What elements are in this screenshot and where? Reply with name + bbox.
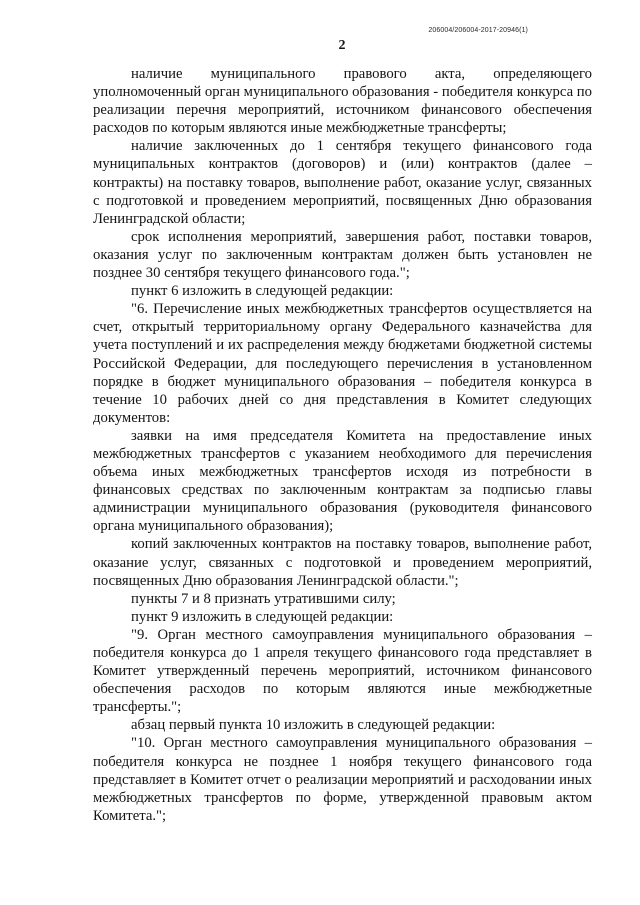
- paragraph-item9-intro: пункт 9 изложить в следующей редакции:: [131, 608, 394, 625]
- paragraph-item6-intro: пункт 6 изложить в следующей редакции:: [131, 283, 394, 300]
- paragraph-item10-text: "10. Орган местного самоуправления муниципального образования – победителя конкурса не позднее 1 ноября текущего финансового года представляет в Комитет отчет о реализации мероприятий и расходовании иных межбюджетных трансфертов по форме, утвержденной правовым актом Комитета.";: [93, 735, 592, 824]
- paragraph-act-requirement: наличие муниципального правового акта, определяющего уполномоченный орган муниципального образования - победителя конкурса по реализации перечня мероприятий, источником финансового обеспечения расходов по которым являются иные межбюджетные трансферты;: [93, 66, 592, 137]
- document-id: 206004/206004-2017-20946(1): [428, 27, 528, 34]
- paragraph-item9-text: "9. Орган местного самоуправления муниципального образования – победителя конкурса до 1 апреля текущего финансового года представляет в Комитет утвержденный перечень мероприятий, источником финансового обеспечения расходов по которым являются иные межбюджетные трансферты.";: [93, 626, 592, 716]
- document-body: [93, 65, 592, 825]
- paragraph-contract-copies: копий заключенных контрактов на поставку товаров, выполнение работ, оказание услуг, связанных с подготовкой и проведением мероприятий, посвященных Дню образования Ленинградской области.";: [93, 536, 592, 589]
- paragraph-item10-intro: абзац первый пункта 10 изложить в следующей редакции:: [131, 717, 496, 734]
- paragraph-items7-8: пункты 7 и 8 признать утратившими силу;: [131, 590, 396, 607]
- page-number: 2: [338, 38, 346, 53]
- paragraph-application: заявки на имя председателя Комитета на предоставление иных межбюджетных трансфертов с указанием необходимого для перечисления объема иных межбюджетных трансфертов исходя из потребности в финансовых средствах по заключенным контрактам за подписью главы администрации муниципального образования (руководителя финансового органа муниципального образования);: [93, 427, 592, 535]
- paragraph-deadline: срок исполнения мероприятий, завершения работ, поставки товаров, оказания услуг по заключенным контрактам должен быть установлен не позднее 30 сентября текущего финансового года.";: [93, 228, 592, 282]
- paragraph-item6-text: "6. Перечисление иных межбюджетных трансфертов осуществляется на счет, открытый территориальному органу Федерального казначейства для учета поступлений и их распределения между бюджетами бюджетной системы Российской Федерации, для последующего перечисления в установленном порядке в бюджет муниципального образования – победителя конкурса в течение 10 рабочих дней со дня представления в Комитет следующих документов:: [93, 301, 592, 426]
- paragraph-contracts-requirement: наличие заключенных до 1 сентября текущего финансового года муниципальных контрактов (договоров) и (или) контрактов (далее – контракты) на поставку товаров, выполнение работ, оказание услуг, связанных с подготовкой и проведением мероприятий, посвященных Дню образования Ленинградской области;: [93, 138, 592, 227]
